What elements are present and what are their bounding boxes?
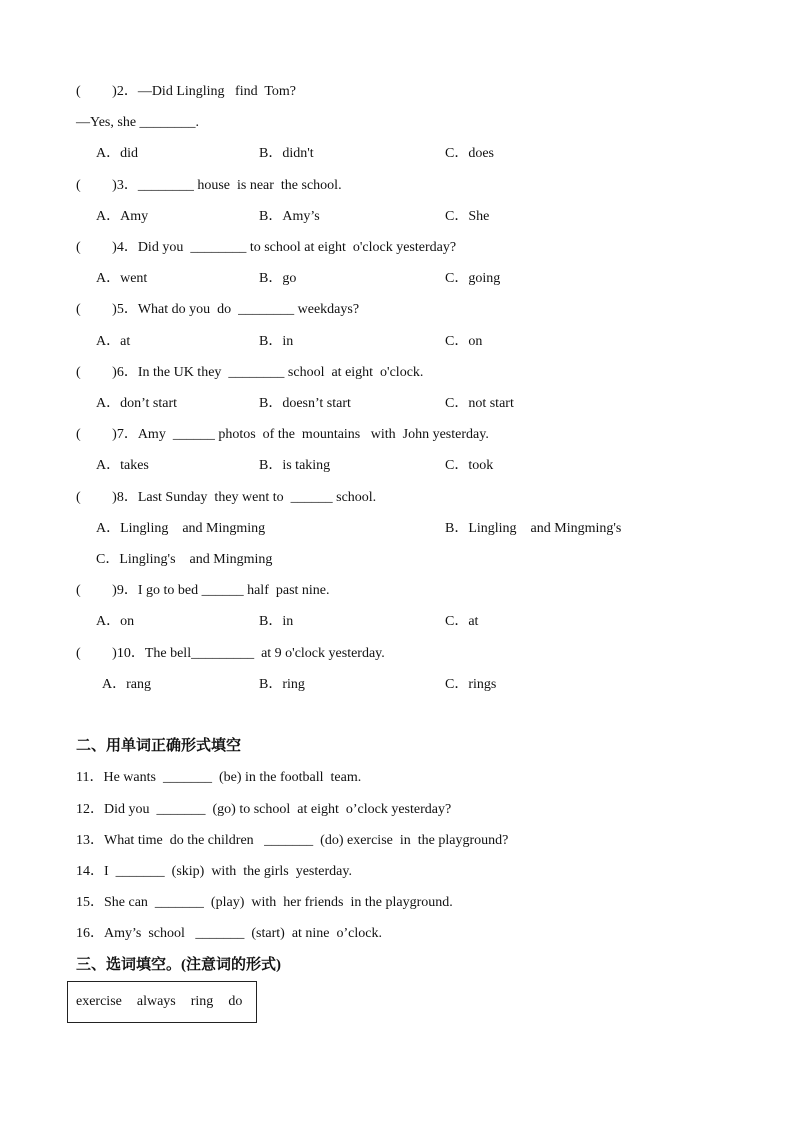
question-3-option-a: A．Amy — [96, 209, 149, 224]
question-2-stem: ( )2．—Did Lingling find Tom? — [76, 84, 297, 99]
question-5-option-a: A．at — [96, 334, 131, 349]
question-8-stem: ( )8．Last Sunday they went to ______ school. — [76, 490, 377, 505]
question-6-option-a: A．don’t start — [96, 396, 178, 411]
question-2-option-b: B．didn't — [259, 146, 314, 161]
fill-item-12: 12．Did you _______ (go) to school at eight o’clock yesterday? — [76, 802, 452, 817]
question-2-answer-line: —Yes, she ________. — [76, 115, 200, 130]
question-9-option-a: A．on — [96, 614, 135, 629]
question-5-stem: ( )5．What do you do ________ weekdays? — [76, 302, 360, 317]
question-6-option-c: C．not start — [445, 396, 514, 411]
question-10-option-a: A．rang — [102, 677, 151, 692]
question-10-option-c: C．rings — [445, 677, 497, 692]
question-9-stem: ( )9．I go to bed ______ half past nine. — [76, 583, 330, 598]
question-5-option-b: B．in — [259, 334, 294, 349]
fill-item-13: 13．What time do the children _______ (do) exercise in the playground? — [76, 833, 509, 848]
fill-item-15: 15．She can _______ (play) with her friends in the playground. — [76, 895, 453, 910]
question-7-stem: ( )7．Amy ______ photos of the mountains with John yesterday. — [76, 427, 489, 442]
question-2-option-a: A．did — [96, 146, 138, 161]
fill-item-14: 14．I _______ (skip) with the girls yesterday. — [76, 864, 352, 879]
question-6-option-b: B．doesn’t start — [259, 396, 351, 411]
question-3-stem: ( )3．________ house is near the school. — [76, 178, 342, 193]
question-8-option-c: C．Lingling's and Mingming — [96, 552, 273, 567]
fill-item-11: 11．He wants _______ (be) in the football team. — [76, 770, 362, 785]
fill-item-16: 16．Amy’s school _______ (start) at nine o’clock. — [76, 926, 383, 941]
question-4-option-b: B．go — [259, 271, 297, 286]
question-3-option-c: C．She — [445, 209, 490, 224]
question-7-option-a: A．takes — [96, 458, 149, 473]
question-4-stem: ( )4．Did you ________ to school at eight o'clock yesterday? — [76, 240, 457, 255]
question-6-stem: ( )6．In the UK they ________ school at eight o'clock. — [76, 365, 424, 380]
question-3-option-b: B．Amy’s — [259, 209, 320, 224]
word-bank-word: always — [136, 994, 176, 1009]
question-9-option-b: B．in — [259, 614, 294, 629]
section-2-heading: 二、用单词正确形式填空 — [76, 738, 242, 754]
question-7-option-b: B．is taking — [259, 458, 331, 473]
question-10-option-b: B．ring — [259, 677, 305, 692]
word-bank-word: ring — [190, 994, 214, 1009]
question-4-option-a: A．went — [96, 271, 148, 286]
word-bank-word: do — [228, 994, 243, 1009]
question-10-stem: ( )10．The bell_________ at 9 o'clock yesterday. — [76, 646, 385, 661]
question-8-option-b: B．Lingling and Mingming's — [445, 521, 622, 536]
question-8-option-a: A．Lingling and Mingming — [96, 521, 266, 536]
question-4-option-c: C．going — [445, 271, 501, 286]
question-5-option-c: C．on — [445, 334, 483, 349]
word-bank-box — [67, 981, 257, 1023]
word-bank-word: exercise — [76, 994, 122, 1009]
question-7-option-c: C．took — [445, 458, 494, 473]
section-3-heading: 三、选词填空。(注意词的形式) — [76, 957, 281, 973]
question-9-option-c: C．at — [445, 614, 479, 629]
question-2-option-c: C．does — [445, 146, 494, 161]
